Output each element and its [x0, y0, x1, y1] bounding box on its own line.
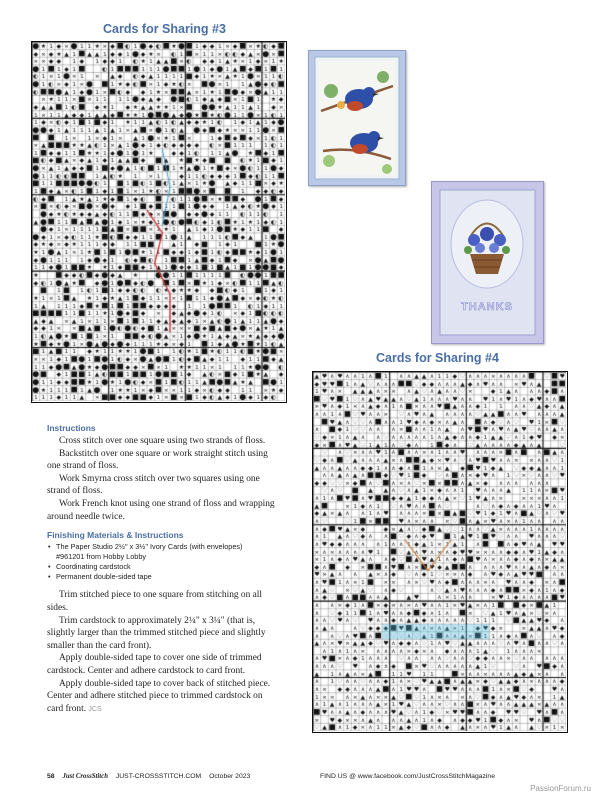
finishing-para-1: Trim stitched piece to one square from stitching on all sides.	[47, 590, 262, 613]
finishing-para-4: Apply double-sided tape to cover back of stitched piece. Center and adhere stitched piece to trimmed cardstock on card front. JCS	[47, 678, 271, 714]
chart-4-canvas	[313, 372, 566, 731]
instructions-para-3: Work Smyrna cross stitch over two squares using one strand of floss.	[47, 473, 260, 497]
chart-3-canvas	[32, 42, 285, 401]
footer-left	[47, 773, 250, 780]
instructions-heading: Instructions	[47, 423, 96, 433]
chart-3-grid	[31, 41, 287, 403]
footer-right[interactable]: FIND US @ www.facebook.com/JustCrossStitchMagazine	[320, 773, 495, 780]
instructions-para-1: Cross stitch over one square using two strands of floss.	[59, 436, 266, 446]
chart-4-grid	[312, 371, 568, 733]
watermark: PassionForum.ru	[530, 784, 591, 793]
list-item: • The Paper Studio 2½" x 3½" Ivory Cards (with envelopes) #961201 from Hobby Lobby	[47, 542, 279, 562]
bluebirds-card-photo	[308, 50, 406, 186]
instructions-column	[47, 423, 279, 716]
issue-date: October 2023	[209, 773, 251, 780]
chart-3-title: Cards for Sharing #3	[103, 22, 226, 36]
list-item: • Coordinating cardstock	[47, 562, 279, 572]
finishing-para-3: Apply double-sided tape to cover one side of trimmed cardstock. Center and adhere cardstock to card front.	[47, 653, 262, 676]
instructions-para-2: Backstitch over one square or work straight stitch using one strand of floss.	[47, 448, 268, 472]
page-number: 58	[47, 773, 55, 780]
instructions-para-4: Work French knot using one strand of floss and wrapping around needle twice.	[47, 498, 275, 522]
end-mark: JCS	[88, 705, 102, 713]
finishing-para-2: Trim cardstock to approximately 2¼" x 3¼" (that is, slightly larger than the trimmed stitched piece and slightly smaller than the card front).	[47, 615, 266, 651]
finishing-heading: Finishing Materials & Instructions	[47, 530, 184, 541]
finishing-materials-list	[47, 542, 279, 581]
chart-4-title: Cards for Sharing #4	[376, 351, 499, 365]
site-link[interactable]: JUST-CROSSSTITCH.COM	[115, 773, 202, 780]
list-item: • Permanent double-sided tape	[47, 572, 279, 582]
thanks-card-photo	[431, 181, 544, 344]
thanks-card-text: THANKS	[461, 301, 513, 313]
magazine-name: Just CrossStitch	[62, 773, 108, 780]
